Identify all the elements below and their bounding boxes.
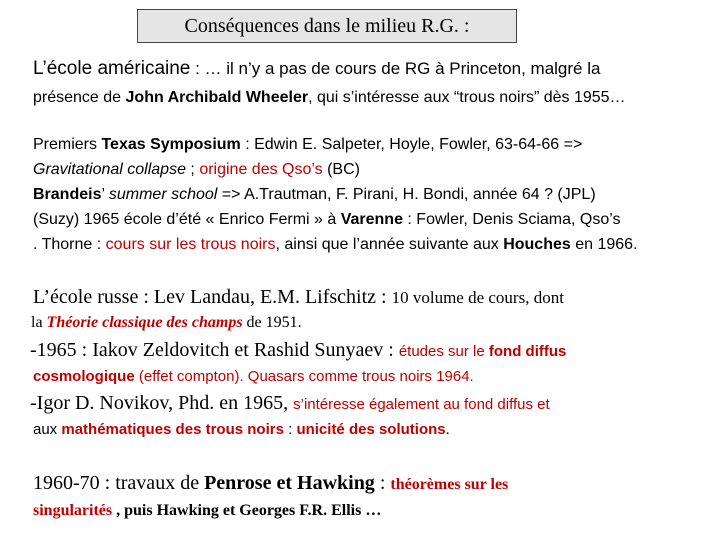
zeldovitch-heading: -1965 : Iakov Zeldovitch et Rashid Sunyaev : <box>30 339 399 361</box>
houches: Houches <box>503 236 571 253</box>
americaine-text-1: : … il n’y a pas de cours de RG à Princeton, malgré la <box>190 59 601 78</box>
origine-qso: origine des Qso’s <box>199 161 323 178</box>
premiers-text-2: : Edwin E. Salpeter, Hoyle, Fowler, 63-64-66 => <box>240 136 583 153</box>
americaine-text-2: présence de <box>33 89 126 106</box>
cours-trous-noirs: cours sur les trous noirs <box>105 236 276 253</box>
mathematiques-trous-noirs: mathématiques des trous noirs <box>61 421 284 438</box>
premiers-sep: ; <box>185 161 200 178</box>
novikov-paragraph <box>30 389 712 441</box>
premiers-bc: (BC) <box>322 161 360 178</box>
penrose-text: , puis Hawking et Georges F.R. Ellis … <box>112 502 382 519</box>
zeldovitch-text-2: (effet compton). Quasars comme trous noirs 1964. <box>134 368 474 385</box>
penrose-hawking: Penrose et Hawking <box>204 472 375 494</box>
fond-diffus: fond diffus <box>488 343 567 360</box>
theorie-classique: Théorie classique des champs <box>46 314 243 331</box>
russe-heading: L’école russe : Lev Landau, E.M. Lifschitz : <box>33 286 392 308</box>
russe-paragraph <box>33 284 712 334</box>
texas-paragraph <box>33 132 712 257</box>
penrose-heading: 1960-70 : travaux de <box>33 472 205 494</box>
texas-symposium: Texas Symposium <box>101 136 241 153</box>
thorne-text-3: en 1966. <box>570 236 638 253</box>
penrose-sep: : <box>374 472 391 494</box>
singularites: singularités <box>33 502 113 519</box>
slide-title: Conséquences dans le milieu R.G. : <box>137 9 517 43</box>
russe-la: la <box>31 314 47 331</box>
novikov-dot: . <box>445 421 450 438</box>
brandeis: Brandeis <box>33 186 102 203</box>
thorne-text-2: , ainsi que l’année suivante aux <box>275 236 504 253</box>
zeldovitch-paragraph <box>30 336 712 388</box>
premiers-text: Premiers <box>33 136 102 153</box>
fermi-names: : Fowler, Denis Sciama, Qso’s <box>402 211 621 228</box>
russe-date: de 1951. <box>242 314 302 331</box>
cosmologique: cosmologique <box>33 368 135 385</box>
novikov-heading: -Igor D. Novikov, Phd. en 1965, <box>30 392 294 414</box>
novikov-text: s’intéresse également au fond diffus et <box>293 396 550 413</box>
gravitational-collapse: Gravitational collapse <box>33 161 186 178</box>
americaine-text-3: , qui s’intéresse aux “trous noirs” dès 1955… <box>308 89 626 106</box>
theoremes: théorèmes sur les <box>390 476 509 493</box>
zeldovitch-text: études sur le <box>398 343 489 360</box>
novikov-sep: : <box>283 421 297 438</box>
brandeis-apos: ’ <box>101 186 109 203</box>
thorne-text: . Thorne : <box>33 236 106 253</box>
americaine-paragraph <box>33 58 712 107</box>
wheeler-name: John Archibald Wheeler <box>125 89 309 106</box>
brandeis-arrow: => <box>217 186 245 203</box>
brandeis-names: A.Trautman, F. Pirani, H. Bondi, année 64 ? (JPL) <box>244 186 596 203</box>
fermi-text: (Suzy) 1965 école d’été « Enrico Fermi » à <box>33 211 341 228</box>
summer-school: summer school <box>108 186 218 203</box>
penrose-paragraph <box>33 469 712 523</box>
russe-text: 10 volume de cours, dont <box>391 288 564 307</box>
americaine-heading: L’école américaine <box>33 58 191 79</box>
unicite-solutions: unicité des solutions <box>296 421 446 438</box>
novikov-aux: aux <box>33 421 62 438</box>
varenne: Varenne <box>340 211 403 228</box>
